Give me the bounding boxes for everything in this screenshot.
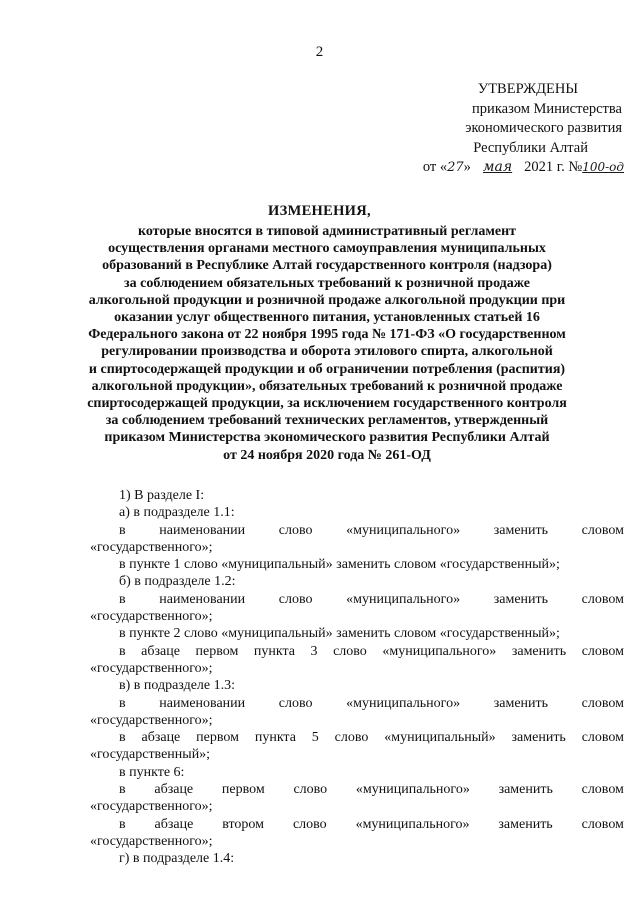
word: в	[119, 816, 126, 832]
word: в	[119, 591, 126, 607]
word: первом	[196, 730, 239, 746]
approval-date-line	[364, 158, 624, 178]
subtitle-line: алкогольной продукции», обязательных требований к розничной продаже	[91, 378, 563, 394]
word: словом	[581, 643, 624, 659]
word: «муниципального»	[355, 782, 470, 798]
word: втором	[222, 816, 265, 832]
subtitle-line: осуществления органами местного самоуправления муниципальных	[108, 241, 546, 257]
word: словом	[581, 591, 624, 607]
subtitle-line: оказании услуг общественного питания, установленных статьей 16	[114, 310, 540, 326]
word: «муниципального»	[355, 816, 470, 832]
subtitle-line: спиртосодержащей продукции, за исключением государственного контроля	[87, 396, 567, 412]
word: слово	[278, 695, 313, 711]
word: заменить	[493, 522, 549, 538]
word: абзаце	[141, 643, 180, 659]
body-line: в) в подразделе 1.3:	[119, 678, 236, 694]
approval-order-line: приказом Министерства	[472, 100, 622, 117]
date-prefix: от «	[422, 159, 448, 175]
justified-line	[90, 643, 624, 660]
word: заменить	[493, 591, 549, 607]
subtitle-line: образований в Республике Алтай государственного контроля (надзора)	[102, 258, 552, 274]
word: «муниципальный»	[384, 730, 496, 746]
approval-ministry-line: экономического развития	[465, 120, 622, 136]
word: словом	[581, 782, 624, 798]
handwritten-order-number: 100-од	[582, 160, 624, 174]
word: в	[119, 782, 126, 798]
word: «муниципального»	[346, 591, 461, 607]
word: словом	[581, 730, 624, 746]
word: абзаце	[154, 782, 194, 798]
word: заменить	[498, 782, 553, 798]
subtitle-line: которые вносятся в типовой административный регламент	[137, 224, 517, 239]
word: слово	[334, 730, 369, 746]
handwritten-day: 27	[447, 160, 464, 175]
word: абзаце	[141, 730, 181, 746]
word: слово	[278, 591, 313, 607]
word: в	[119, 730, 126, 746]
approval-republic-line: Республики Алтай	[473, 139, 588, 156]
word: заменить	[511, 730, 566, 746]
word: наименовании	[159, 591, 246, 607]
body-line: «государственный»;	[90, 747, 211, 763]
subtitle-line: приказом Министерства экономического развития Республики Алтай	[104, 430, 550, 446]
subtitle-line: Федерального закона от 22 ноября 1995 года № 171-ФЗ «О государственном	[88, 327, 566, 343]
handwritten-month: мая	[482, 159, 513, 175]
document-body	[90, 487, 624, 868]
body-line: 1) В разделе I:	[119, 488, 205, 503]
word: словом	[581, 695, 624, 711]
word: «муниципального»	[346, 522, 461, 538]
word: слово	[278, 522, 313, 538]
date-mid: »	[463, 159, 475, 175]
word: словом	[581, 522, 624, 538]
body-line: «государственного»;	[90, 833, 213, 849]
subtitle-line: и спиртосодержащей продукции и об ограничении потребления (распития)	[88, 361, 566, 377]
document-subtitle	[72, 223, 582, 464]
word: наименовании	[159, 695, 246, 711]
body-line: «государственного»;	[90, 799, 213, 815]
word: первом	[195, 643, 239, 659]
body-line: «государственного»;	[90, 712, 213, 728]
word: слово	[292, 816, 327, 832]
body-line: а) в подразделе 1.1:	[119, 505, 235, 521]
subtitle-line: за соблюдением требований технических регламентов, утвержденный	[105, 413, 549, 429]
word: абзаце	[154, 816, 194, 832]
word: заменить	[493, 695, 549, 711]
word: 5	[311, 730, 319, 746]
word: в	[119, 643, 126, 659]
word: первом	[221, 782, 265, 798]
document-title: ИЗМЕНЕНИЯ,	[268, 203, 371, 219]
justified-line	[90, 522, 624, 539]
body-line: в пункте 6:	[119, 764, 185, 780]
subtitle-line: от 24 ноября 2020 года № 261-ОД	[223, 447, 431, 463]
date-year: 2021 г. №	[520, 159, 583, 175]
body-line: «государственного»;	[90, 660, 213, 676]
body-line: в пункте 1 слово «муниципальный» заменить словом «государственный»;	[119, 557, 560, 573]
subtitle-line: регулировании производства и оборота этилового спирта, алкогольной	[101, 344, 553, 360]
word: заменить	[511, 643, 567, 659]
subtitle-line: алкогольной продукции и розничной продаже алкогольной продукции при	[88, 292, 566, 308]
word: в	[119, 522, 126, 538]
word: пункта	[253, 643, 295, 659]
body-line: б) в подразделе 1.2:	[119, 574, 236, 590]
page-number: 2	[315, 44, 324, 60]
body-line: «государственного»;	[90, 609, 213, 625]
word: «муниципального»	[382, 643, 497, 659]
word: слово	[293, 782, 328, 798]
word: 3	[310, 643, 318, 659]
justified-line	[90, 781, 624, 798]
justified-line	[90, 695, 624, 712]
word: в	[119, 695, 126, 711]
word: «муниципального»	[346, 695, 461, 711]
approval-block	[364, 80, 624, 178]
body-line: «государственного»;	[90, 539, 213, 555]
word: заменить	[498, 816, 553, 832]
word: пункта	[254, 730, 296, 746]
subtitle-line: за соблюдением обязательных требований к розничной продаже	[124, 275, 530, 291]
word: слово	[333, 643, 367, 659]
word: наименовании	[159, 522, 246, 538]
justified-line	[90, 816, 624, 833]
approval-heading: УТВЕРЖДЕНЫ	[477, 81, 578, 97]
justified-line	[90, 591, 624, 608]
justified-line	[90, 729, 624, 746]
body-line: г) в подразделе 1.4:	[119, 851, 235, 867]
word: словом	[581, 816, 624, 832]
body-line: в пункте 2 слово «муниципальный» заменить словом «государственный»;	[119, 626, 560, 642]
